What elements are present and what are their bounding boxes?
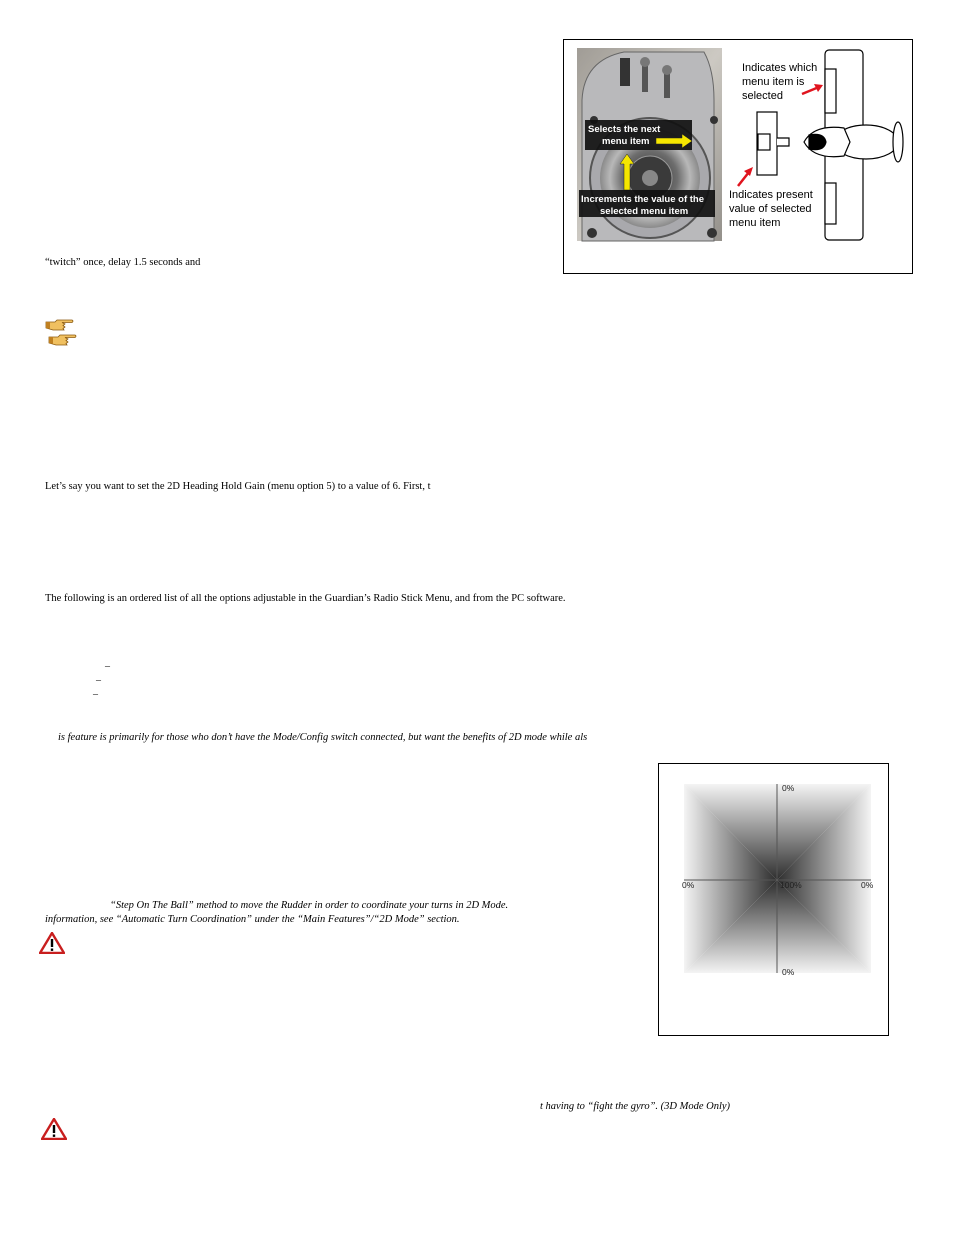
gain-label-right: 0%	[861, 880, 874, 890]
radio-photo	[577, 48, 722, 241]
list-dash: –	[105, 661, 110, 672]
twitch-line: “twitch” once, delay 1.5 seconds and	[45, 257, 201, 268]
label-which-line2: menu item is	[742, 76, 805, 88]
warning-icon	[39, 932, 65, 954]
gain-label-bottom: 0%	[782, 967, 795, 977]
label-present-line3: menu item	[729, 217, 781, 229]
label-present-line1: Indicates present	[729, 189, 813, 201]
gain-gradient-figure	[658, 763, 889, 1036]
feature-line: is feature is primarily for those who don’t have the Mode/Config switch connected, but want the benefits of 2D mode while als	[58, 732, 588, 743]
info-line: information, see “Automatic Turn Coordination” under the “Main Features”/“2D Mode” section.	[45, 914, 460, 925]
list-dash: –	[96, 675, 101, 686]
hand-pointer-icon	[45, 319, 75, 331]
label-which-line1: Indicates which	[742, 62, 818, 74]
step-on-ball-line: “Step On The Ball” method to move the Rudder in order to coordinate your turns in 2D Mode.	[110, 900, 509, 911]
callout-increments-line1: Increments the value of the	[581, 194, 705, 205]
label-present-line2: value of selected	[729, 203, 812, 215]
warning-icon	[41, 1118, 67, 1140]
hand-pointer-icon	[48, 334, 78, 346]
example-line: Let’s say you want to set the 2D Heading Hold Gain (menu option 5) to a value of 6. First, t	[45, 481, 431, 492]
fight-gyro-line: t having to “fight the gyro”. (3D Mode Only)	[540, 1101, 731, 1112]
gain-gradient-diagram	[659, 764, 888, 1035]
gain-label-left: 0%	[682, 880, 695, 890]
label-which-line3: selected	[742, 90, 783, 102]
gain-label-center: 100%	[780, 880, 802, 890]
radio-menu-figure	[563, 39, 913, 274]
callout-selects-line2: menu item	[602, 136, 650, 147]
gain-label-top: 0%	[782, 783, 795, 793]
callout-increments-line2: selected menu item	[600, 206, 689, 217]
callout-selects-line1: Selects the next	[588, 124, 661, 135]
radio-menu-diagram	[564, 40, 912, 273]
list-intro-line: The following is an ordered list of all the options adjustable in the Guardian’s Radio Stick Menu, and from the PC software.	[45, 593, 566, 604]
red-arrow-present-icon	[738, 172, 749, 186]
list-dash: –	[93, 689, 98, 700]
